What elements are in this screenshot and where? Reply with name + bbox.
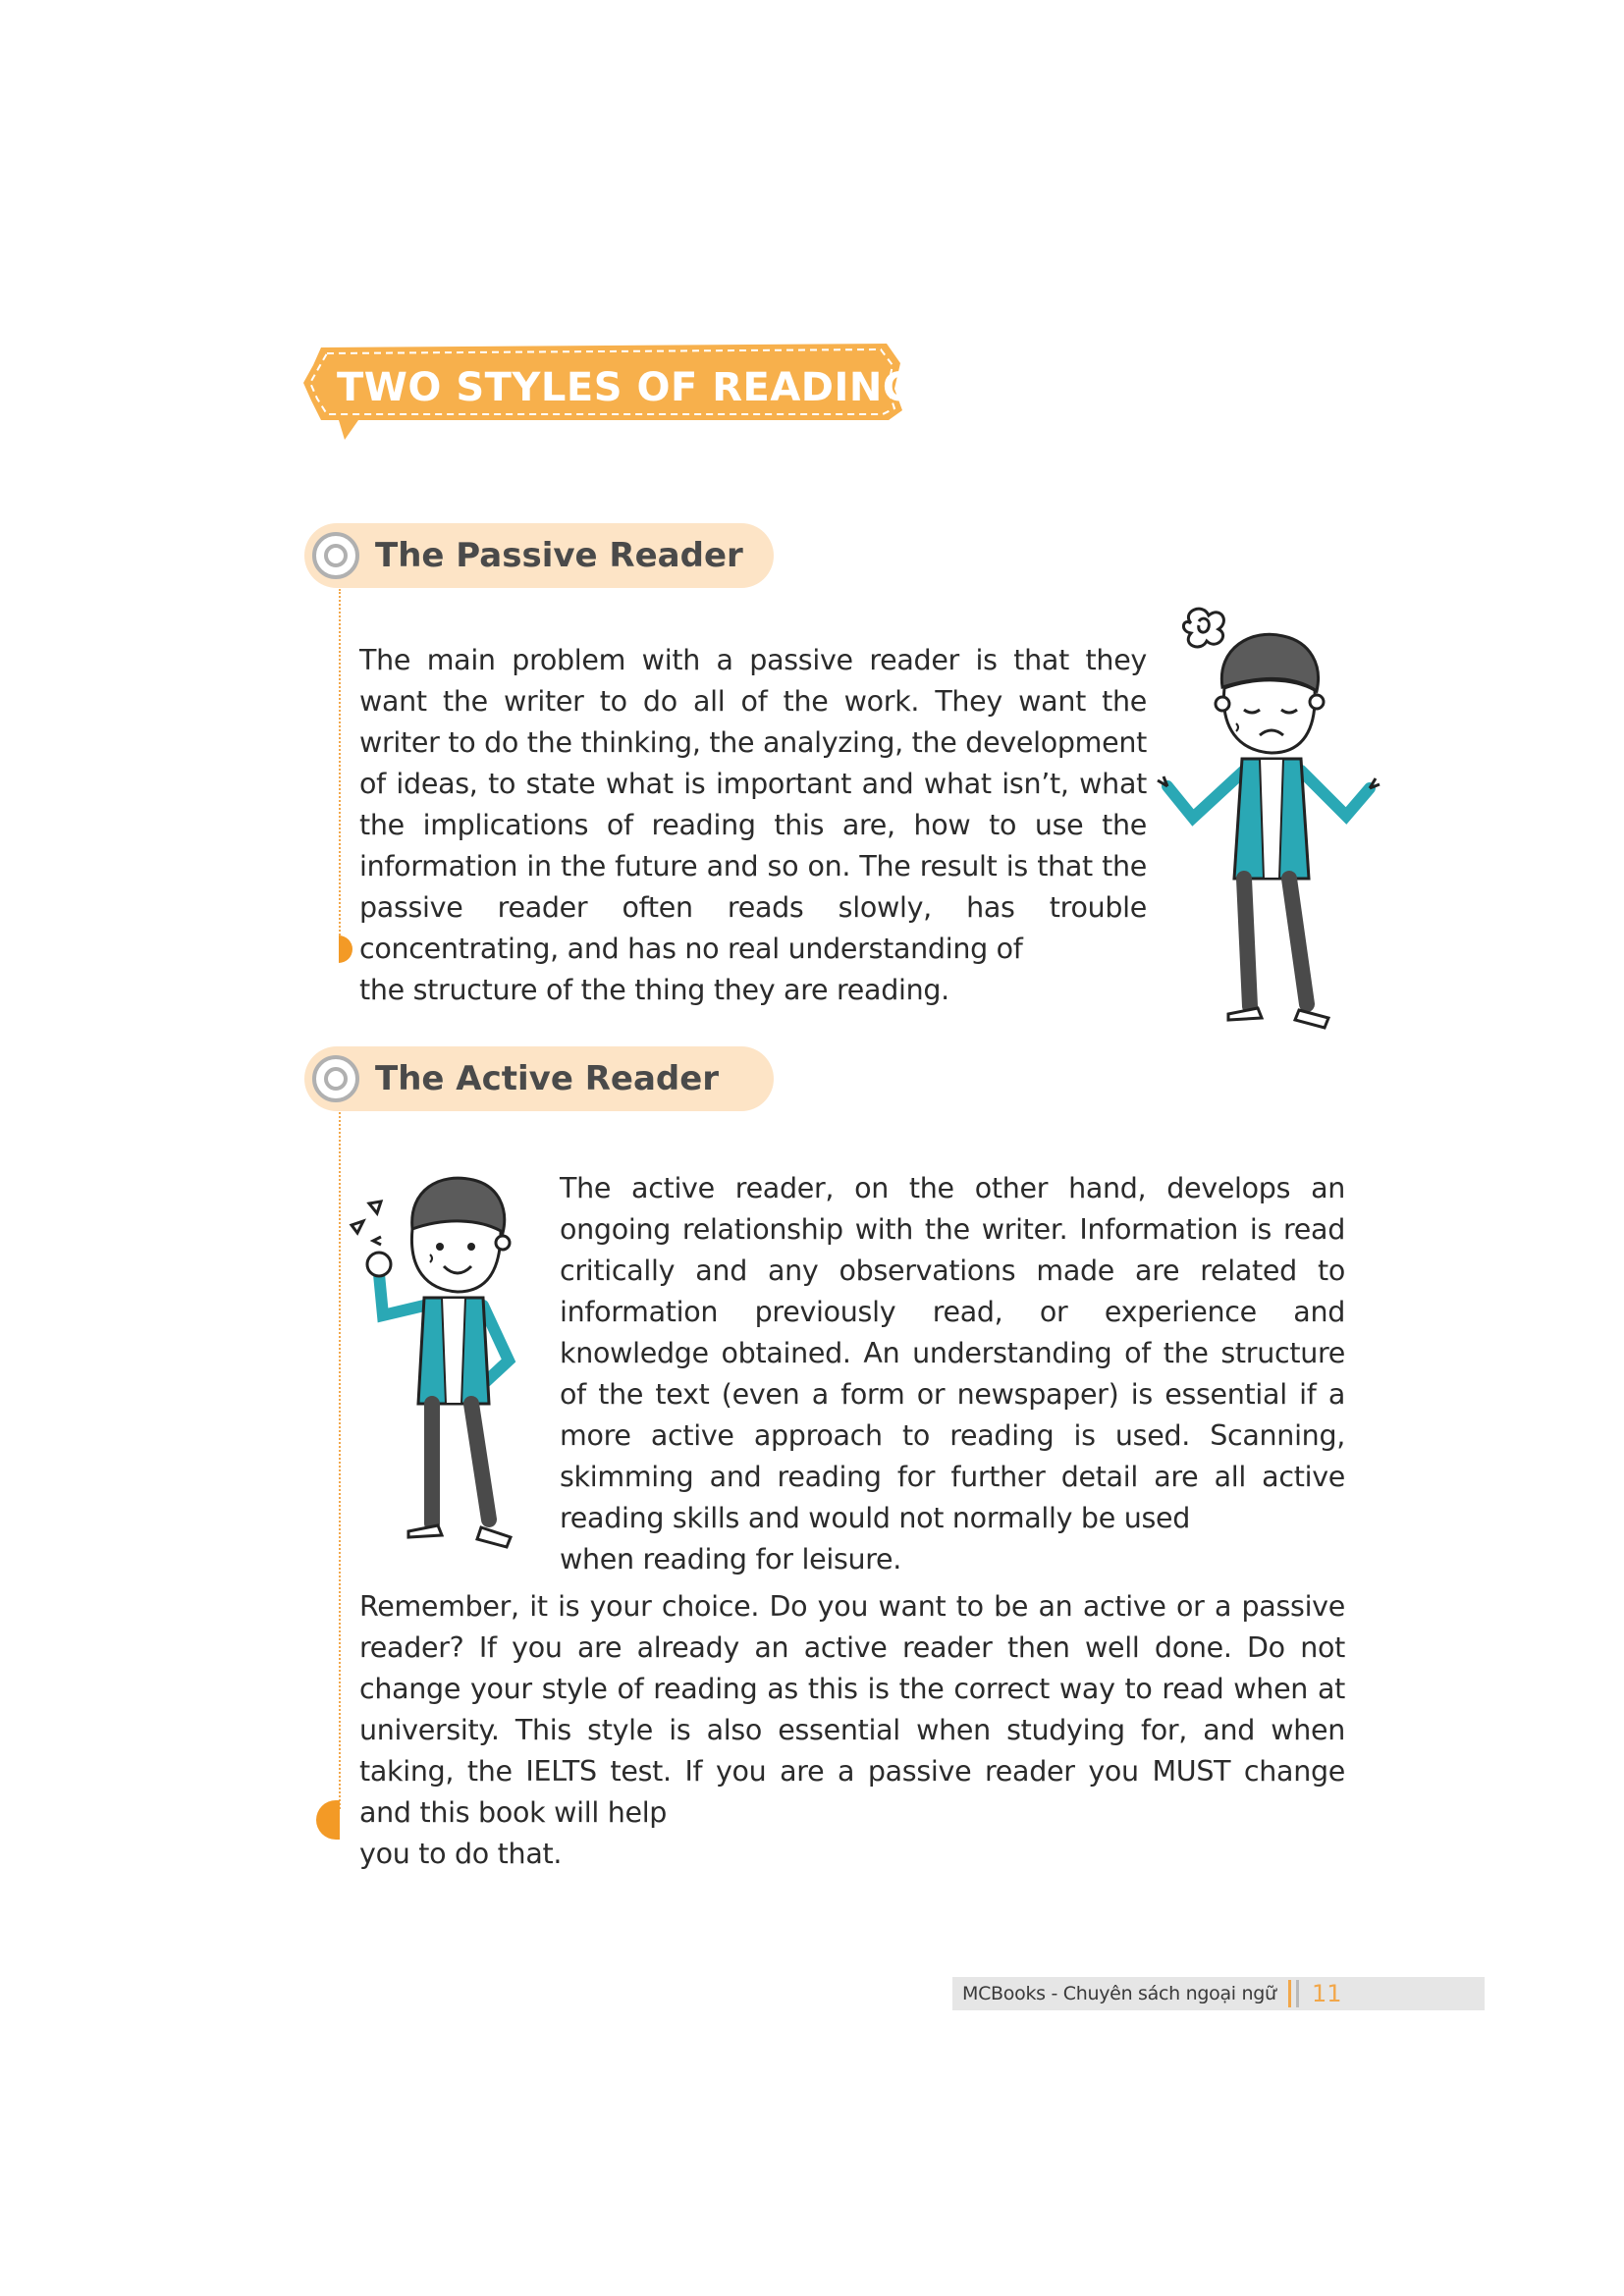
- paragraph-last-line: the structure of the thing they are reading.: [359, 974, 949, 1006]
- passive-reader-illustration: [1154, 594, 1389, 1036]
- paragraph-last-line: you to do that.: [359, 1838, 563, 1870]
- target-circle-icon: [312, 532, 359, 579]
- page-footer: [952, 1977, 1485, 2010]
- publisher-name: MCBooks - Chuyên sách ngoại ngữ: [962, 1983, 1276, 2004]
- active-reader-illustration: [334, 1168, 550, 1561]
- section-heading-passive: [304, 523, 774, 588]
- conclusion-paragraph: [359, 1586, 1345, 1875]
- title-banner: [299, 342, 916, 445]
- guide-line: [339, 589, 341, 942]
- excitement-marks-icon: [352, 1201, 381, 1245]
- target-circle-icon: [312, 1055, 359, 1102]
- footer-divider: [1288, 1980, 1291, 2007]
- footer-divider: [1296, 1980, 1299, 2007]
- marker-dot: [339, 935, 352, 963]
- section-heading-active: [304, 1046, 774, 1111]
- passive-reader-paragraph: [359, 640, 1147, 1011]
- active-reader-paragraph: [560, 1168, 1345, 1580]
- paragraph-text: The main problem with a passive reader is that they want the writer to do all of the work. They want the writer to do the thinking, the analyzing, the development of ideas, to state what is important and what isn’t, what the implications of reading this are, how to use the information in the future and so on. The result is that the passive reader often reads slowly, has trouble concentrating, and has no real understanding of: [359, 644, 1147, 965]
- page-title: TWO STYLES OF READING: [337, 365, 916, 410]
- paragraph-text: Remember, it is your choice. Do you want to be an active or a passive reader? If you are already an active reader then well done. Do not change your style of reading as this is the correct way to read when at university. This style is also essential when studying for, and when taking, the IELTS test. If you are a passive reader you MUST change and this book will help: [359, 1590, 1345, 1829]
- marker-dot: [316, 1800, 340, 1840]
- confused-scribble-icon: [1183, 609, 1223, 647]
- page-number: 11: [1312, 1980, 1342, 2007]
- paragraph-last-line: when reading for leisure.: [560, 1543, 902, 1575]
- section-title: The Passive Reader: [375, 536, 743, 575]
- section-title: The Active Reader: [375, 1059, 720, 1098]
- paragraph-text: The active reader, on the other hand, develops an ongoing relationship with the writer. Information is read critically and any observations made are related to information previously read, or experience and knowledge obtained. An understanding of the structure of the text (even a form or newspaper) is essential if a more active approach to reading is used. Scanning, skimming and reading for further detail are all active reading skills and would not normally be used: [560, 1172, 1345, 1534]
